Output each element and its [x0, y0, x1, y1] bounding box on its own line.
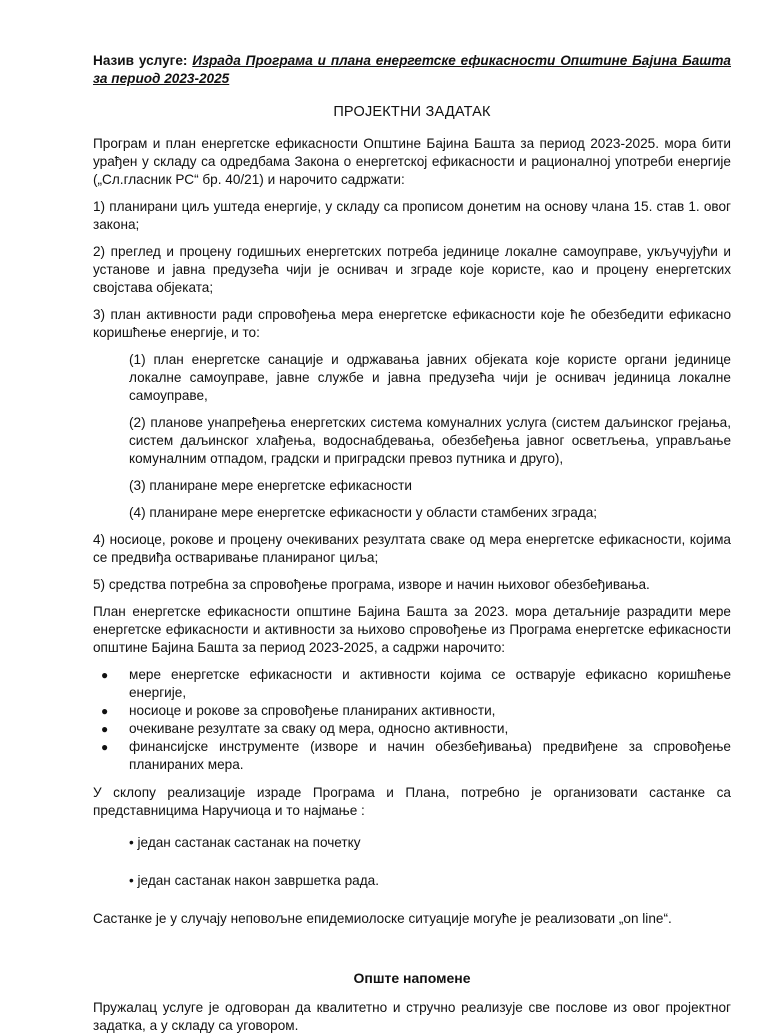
- list-item: [101, 702, 731, 720]
- section-paragraph: Пружалац услуге је одговоран да квалитетно и стручно реализује све послове из овог пројектног задатка, а у складу са уговором.: [93, 1000, 731, 1033]
- meeting-item-1: • један састанак састанак на почетку: [129, 835, 361, 850]
- list-item: [101, 666, 731, 702]
- list-item-5: 5) средства потребна за спровођење програма, изворе и начин њиховог обезбеђивања.: [93, 577, 650, 592]
- bullet-icon: ●: [101, 668, 109, 682]
- sub-item-2: (2) планове унапређења енергетских система комуналних услуга (систем даљинског грејања, систем даљинског хлађења, водоснабдевања, обезбеђења јавног осветљења, управљање комуналним отпадом, градски и приградски превоз путника и друго),: [129, 415, 731, 466]
- sub-item-4: (4) планиране мере енергетске ефикасности у области стамбених зграда;: [129, 505, 598, 520]
- bullet-icon: ●: [101, 704, 109, 718]
- service-title: Израда Програма и плана енергетске ефикасности Општине Бајина Башта за период 2023-2025: [93, 53, 731, 86]
- list-item: [101, 720, 731, 738]
- list-item-1: 1) планирани циљ уштеда енергије, у складу са прописом донетим на основу члана 15. став 1. овог закона;: [93, 199, 731, 232]
- intro-paragraph: Програм и план енергетске ефикасности Општине Бајина Башта за период 2023-2025. мора бити урађен у складу са одредбама Закона о енергетској ефикасности и рационалној употреби енергије („Сл.гласник РС“ бр. 40/21) и нарочито садржати:: [93, 136, 731, 187]
- section-spacer: [93, 937, 731, 969]
- bullet-text: финансијске инструменте (изворе и начин обезбеђивања) предвиђене за спровођење планираних мера.: [129, 739, 731, 772]
- bullet-text: носиоце и рокове за спровођење планираних активности,: [129, 703, 496, 718]
- online-note: Састанке је у случају неповољне епидемиолоске ситуације могуће је реализовати „on line“.: [93, 911, 672, 926]
- service-label: Назив услуге:: [93, 53, 193, 68]
- service-name-header: [93, 52, 731, 88]
- bullet-list: [93, 666, 731, 774]
- list-item-3: 3) план активности ради спровођења мера енергетске ефикасности које ће обезбедити ефикасно коришћење енергије, и то:: [93, 307, 731, 340]
- list-item-4: 4) носиоце, рокове и процену очекиваних резултата сваке од мера енергетске ефикасности, којима се предвиђа остваривање планираног циља;: [93, 532, 731, 565]
- main-heading: ПРОЈЕКТНИ ЗАДАТАК: [333, 104, 491, 120]
- sub-item-3: (3) планиране мере енергетске ефикасности: [129, 478, 412, 493]
- meetings-intro: У склопу реализације израде Програма и Плана, потребно је организовати састанке са представницима Наручиоца и то најмање :: [93, 785, 731, 818]
- bullet-text: очекиване резултате за сваку од мера, односно активности,: [129, 721, 509, 736]
- list-item-2: 2) преглед и процену годишњих енергетских потреба јединице локалне самоуправе, укључујући и установе и јавна предузећа чији је оснивач и зграде које користе, као и процену енергетских својстава објеката;: [93, 244, 731, 295]
- list-item: [101, 738, 731, 774]
- bullet-text: мере енергетске ефикасности и активности којима се остварује ефикасно коришћење енергије,: [129, 667, 731, 700]
- section-heading: Опште напомене: [353, 970, 471, 986]
- bullet-icon: ●: [101, 740, 109, 754]
- sub-item-1: (1) план енергетске санације и одржавања јавних објеката које користе органи јединице локалне самоуправе, јавне службе и јавна предузећа чији је оснивач јединица локалне самоуправе,: [129, 352, 731, 403]
- meeting-item-2: • један састанак након завршетка рада.: [129, 873, 379, 888]
- bullet-icon: ●: [101, 722, 109, 736]
- plan-paragraph: План енергетске ефикасности општине Бајина Башта за 2023. мора детаљније разрадити мере енергетске ефикасности и активности за њихово спровођење из Програма енергетске ефикасности општине Бајина Башта за период 2023-2025, а садржи нарочито:: [93, 604, 731, 655]
